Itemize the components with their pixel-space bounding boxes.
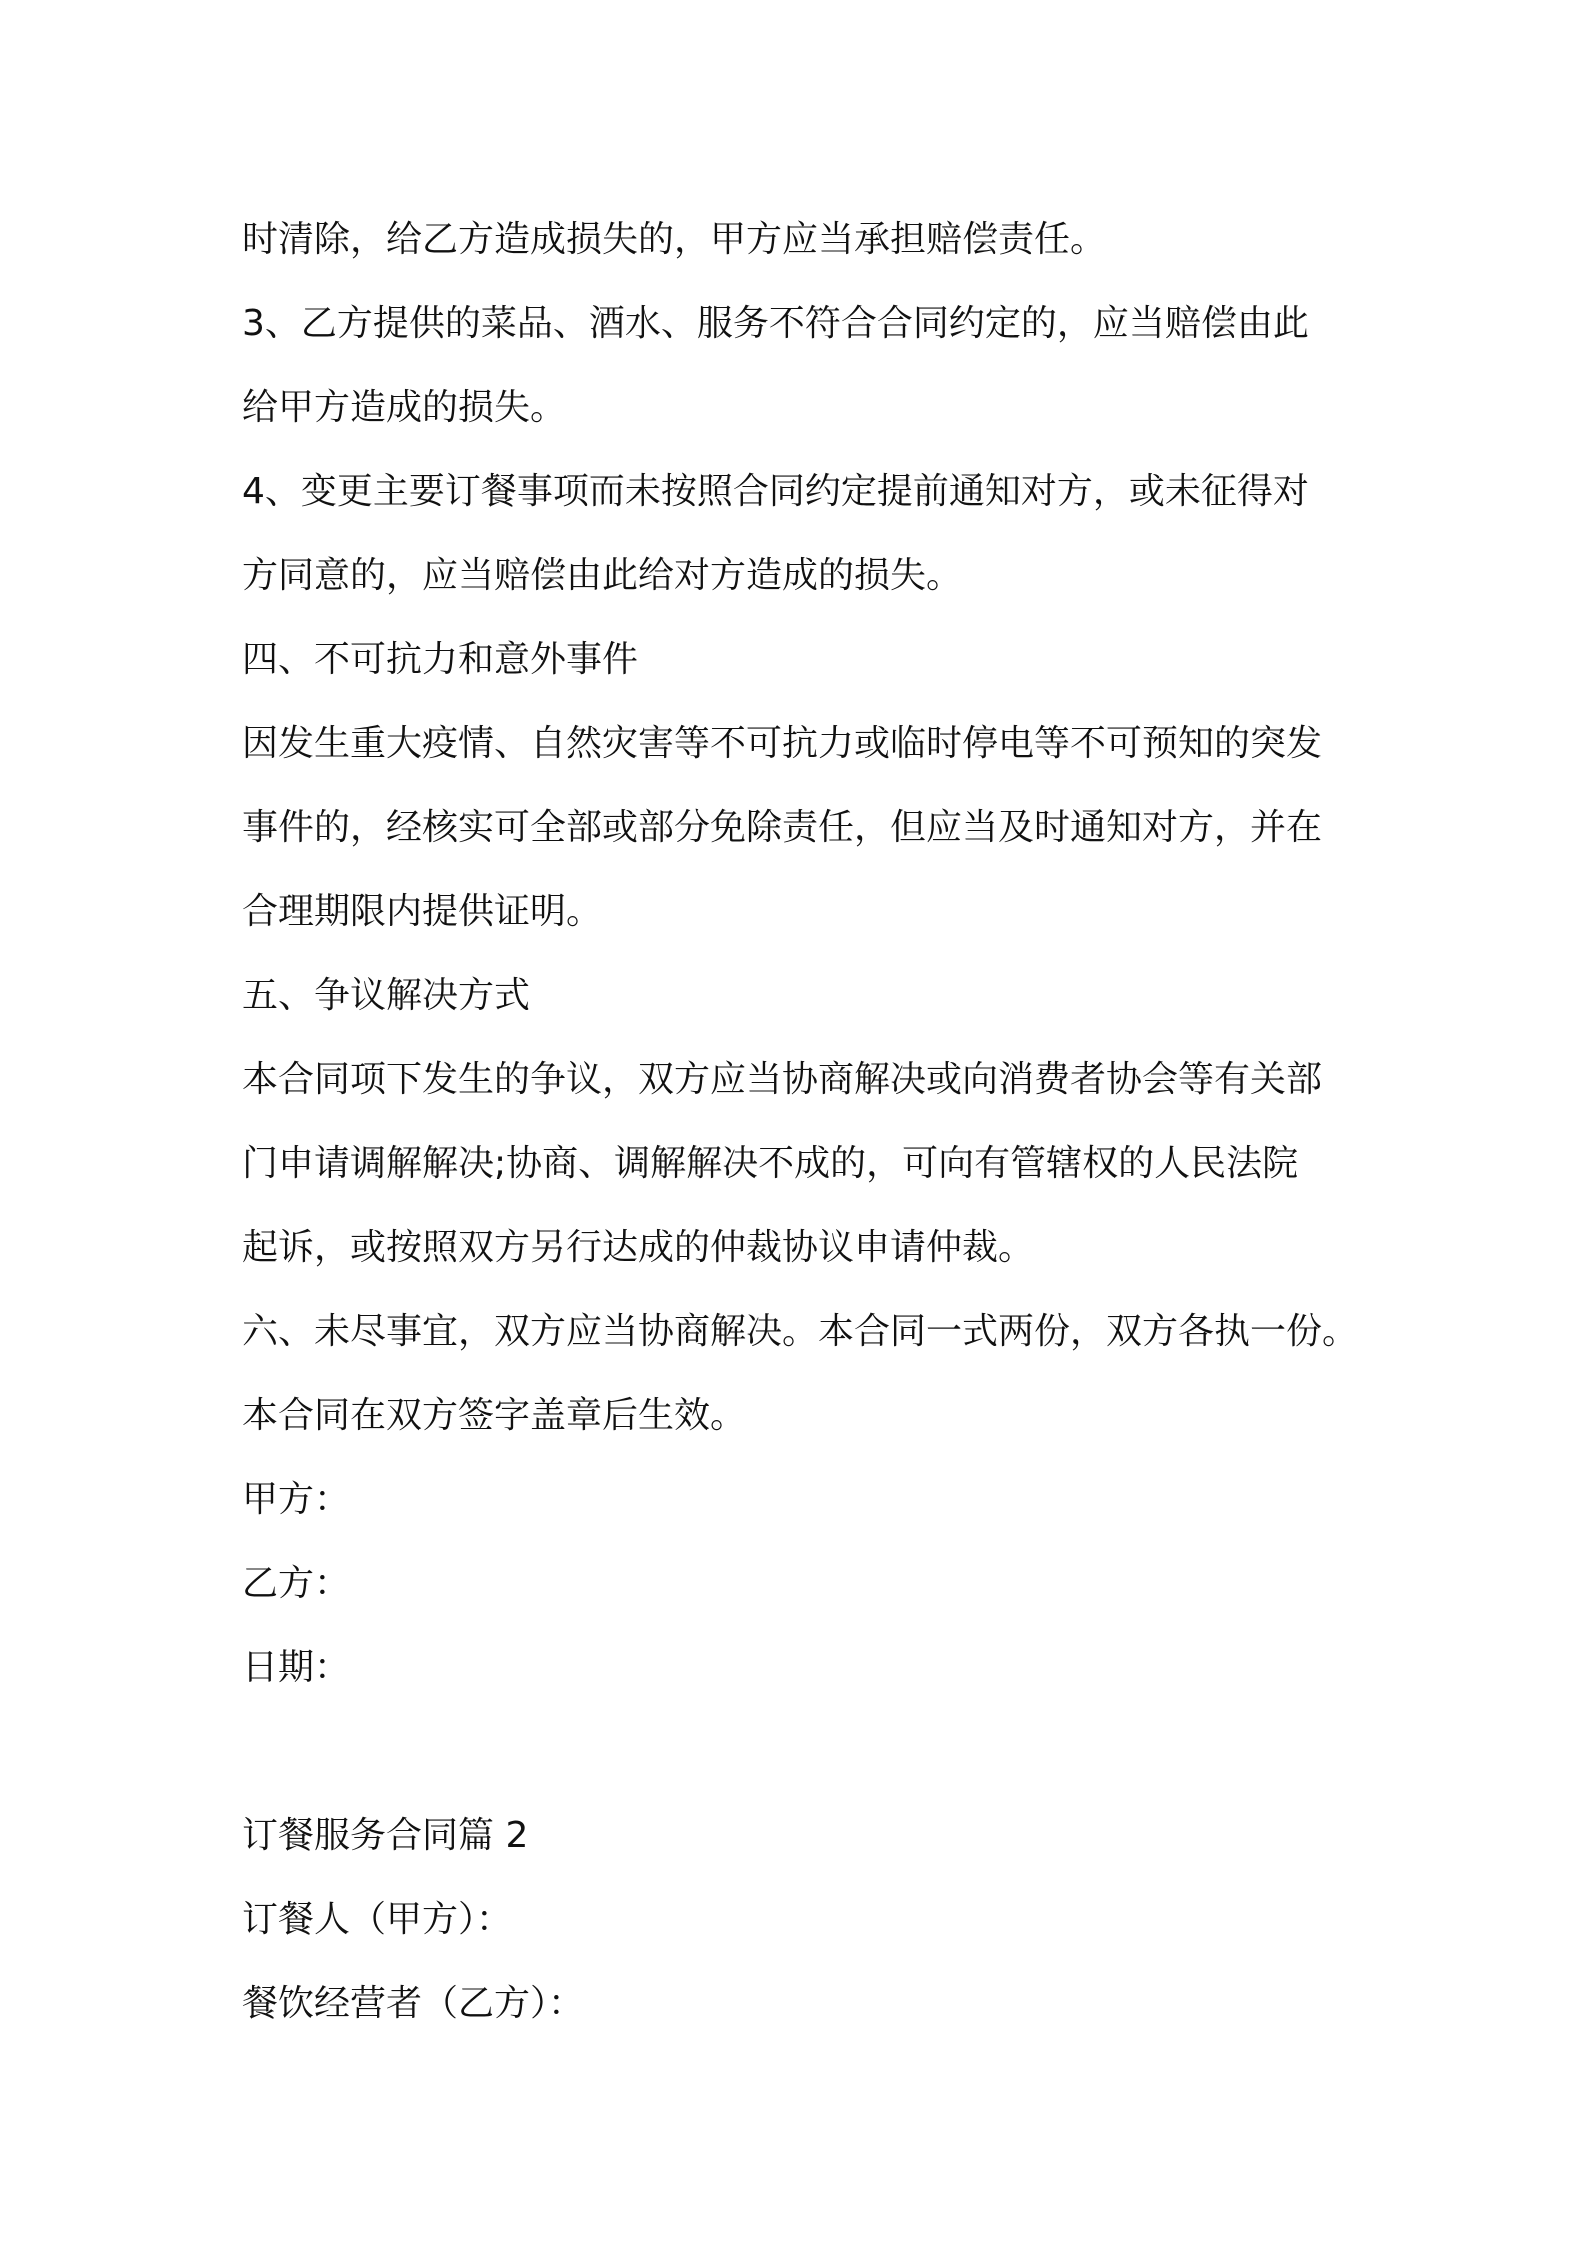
document-body [242,198,1362,2046]
text-line-1: 时清除，给乙方造成损失的，甲方应当承担赔偿责任。 [242,219,1107,260]
party-b-signature-label: 乙方： [242,1563,351,1604]
force-majeure-line-1: 因发生重大疫情、自然灾害等不可抗力或临时停电等不可预知的突发 [242,723,1323,764]
clause-4-line-1: 4、变更主要订餐事项而未按照合同约定提前通知对方，或未征得对 [242,471,1309,512]
party-a-signature-label: 甲方： [242,1479,351,1520]
section-4-heading: 四、不可抗力和意外事件 [242,639,639,680]
clause-3-line-2: 给甲方造成的损失。 [242,387,567,428]
section-6-line-1: 六、未尽事宜，双方应当协商解决。本合同一式两份，双方各执一份。 [242,1311,1359,1352]
contract-2-title: 订餐服务合同篇 2 [242,1815,529,1856]
date-label: 日期： [242,1647,351,1688]
section-5-heading: 五、争议解决方式 [242,975,531,1016]
force-majeure-line-3: 合理期限内提供证明。 [242,891,603,932]
spacer [242,1710,1362,1794]
contract-2-party-a-label: 订餐人（甲方）： [242,1899,513,1940]
dispute-line-3: 起诉，或按照双方另行达成的仲裁协议申请仲裁。 [242,1227,1035,1268]
dispute-line-1: 本合同项下发生的争议，双方应当协商解决或向消费者协会等有关部 [242,1059,1323,1100]
dispute-line-2: 门申请调解解决;协商、调解解决不成的，可向有管辖权的人民法院 [242,1143,1299,1184]
contract-2-party-b-label: 餐饮经营者（乙方）： [242,1983,585,2024]
clause-4-line-2: 方同意的，应当赔偿由此给对方造成的损失。 [242,555,963,596]
force-majeure-line-2: 事件的，经核实可全部或部分免除责任，但应当及时通知对方，并在 [242,807,1323,848]
clause-3-line-1: 3、乙方提供的菜品、酒水、服务不符合合同约定的，应当赔偿由此 [242,303,1309,344]
section-6-line-2: 本合同在双方签字盖章后生效。 [242,1395,747,1436]
